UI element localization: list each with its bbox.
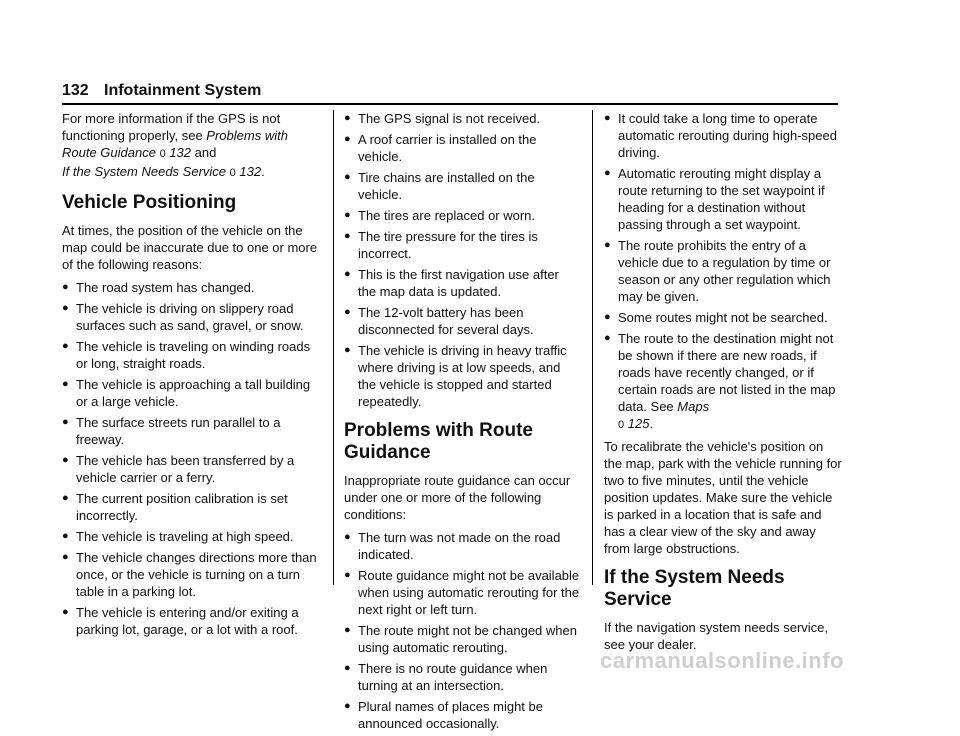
page-header <box>62 82 838 104</box>
list-item-text: Tire chains are installed on the vehicle. <box>358 170 535 202</box>
page-number: 132 <box>62 82 89 99</box>
list-item-text: The route prohibits the entry of a vehicle due to a regulation by time or season or any other regulation which may be given. <box>618 238 831 304</box>
list-item <box>344 660 580 694</box>
heading-system-needs-service: If the System Needs Service <box>604 567 785 610</box>
bullet-icon: ● <box>344 569 351 581</box>
section-title: Infotainment System <box>104 82 262 99</box>
list-item <box>62 300 324 334</box>
list-item-text: Plural names of places might be announced occasionally. <box>358 699 543 731</box>
list-item-text: The vehicle has been transferred by a vehicle carrier or a ferry. <box>76 453 295 485</box>
watermark: carmanualsonline.info <box>600 648 844 673</box>
route-guidance-list <box>344 529 580 732</box>
list-item <box>344 266 580 300</box>
bullet-icon: ● <box>62 416 69 428</box>
route-guidance-paragraph: Inappropriate route guidance can occur under one or more of the following conditions: <box>344 473 571 522</box>
list-item <box>604 237 844 305</box>
list-item-text: The 12-volt battery has been disconnected for several days. <box>358 305 534 337</box>
list-item <box>344 110 580 127</box>
column-1 <box>62 110 324 642</box>
column-2 <box>344 110 580 736</box>
list-item-text: The vehicle is approaching a tall building or a large vehicle. <box>76 377 311 409</box>
list-item-text: There is no route guidance when turning at an intersection. <box>358 661 548 693</box>
list-item-text: Some routes might not be searched. <box>618 310 828 325</box>
list-item <box>344 622 580 656</box>
bullet-icon: ● <box>344 230 351 242</box>
page-ref-arrow-icon: 0 <box>618 419 625 431</box>
list-item <box>604 309 844 326</box>
list-item <box>344 567 580 618</box>
list-item <box>62 376 324 410</box>
page-ref-arrow-icon: 0 <box>159 148 166 160</box>
bullet-icon: ● <box>344 531 351 543</box>
list-item <box>62 279 324 296</box>
bullet-icon: ● <box>344 209 351 221</box>
list-item <box>604 165 844 233</box>
route-guidance-list-continued <box>604 110 844 434</box>
bullet-icon: ● <box>62 302 69 314</box>
link-maps[interactable]: Maps <box>677 399 710 414</box>
bullet-icon: ● <box>604 112 611 124</box>
bullet-icon: ● <box>604 239 611 251</box>
bullet-icon: ● <box>344 268 351 280</box>
list-item <box>62 549 324 600</box>
bullet-icon: ● <box>62 530 69 542</box>
list-item-end: . <box>649 416 654 431</box>
list-item-text: The route to the destination might not be shown if there are new roads, if roads have recently changed, or if certain roads are not listed in the map data. See <box>618 331 836 414</box>
list-item <box>62 528 324 545</box>
header-rule <box>62 103 838 105</box>
bullet-icon: ● <box>344 344 351 356</box>
list-item-text: The vehicle is traveling at high speed. <box>76 529 294 544</box>
column-divider-2 <box>592 110 593 585</box>
list-item <box>344 304 580 338</box>
list-item-text: The route might not be changed when using automatic rerouting. <box>358 623 577 655</box>
page-ref[interactable]: 125 <box>627 416 650 431</box>
bullet-icon: ● <box>62 454 69 466</box>
list-item <box>344 529 580 563</box>
list-item-text: The vehicle is entering and/or exiting a parking lot, garage, or a lot with a roof. <box>76 605 299 637</box>
list-item <box>604 110 844 161</box>
list-item-text: The vehicle is traveling on winding roads or long, straight roads. <box>76 339 311 371</box>
list-item-text: The road system has changed. <box>76 280 255 295</box>
bullet-icon: ● <box>62 340 69 352</box>
list-item <box>344 342 580 410</box>
list-item-text: The tires are replaced or worn. <box>358 208 536 223</box>
list-item-text: Route guidance might not be available when using automatic rerouting for the next right or left turn. <box>358 568 580 617</box>
list-item <box>62 490 324 524</box>
list-item <box>344 169 580 203</box>
list-item-text: The GPS signal is not received. <box>358 111 541 126</box>
bullet-icon: ● <box>604 332 611 344</box>
link-system-needs-service[interactable]: If the System Needs Service <box>62 164 227 179</box>
list-item <box>344 228 580 262</box>
intro-paragraph <box>62 110 324 182</box>
vehicle-positioning-list <box>62 279 324 638</box>
bullet-icon: ● <box>344 133 351 145</box>
bullet-icon: ● <box>62 606 69 618</box>
bullet-icon: ● <box>344 662 351 674</box>
link-problems-route-guidance[interactable]: Problems with Route Guidance <box>62 128 288 160</box>
column-divider-1 <box>333 110 334 585</box>
bullet-icon: ● <box>62 378 69 390</box>
list-item-text: The vehicle changes directions more than once, or the vehicle is turning on a turn table in a parking lot. <box>76 550 317 599</box>
list-item-text: It could take a long time to operate automatic rerouting during high-speed driving. <box>618 111 837 160</box>
page-ref[interactable]: 132 <box>169 145 192 160</box>
list-item-text: The surface streets run parallel to a freeway. <box>76 415 281 447</box>
heading-problems-route-guidance: Problems with Route Guidance <box>344 420 533 463</box>
bullet-icon: ● <box>62 551 69 563</box>
list-item <box>344 131 580 165</box>
bullet-icon: ● <box>344 171 351 183</box>
list-item-text: The turn was not made on the road indicated. <box>358 530 561 562</box>
bullet-icon: ● <box>604 167 611 179</box>
page-ref[interactable]: 132 <box>239 164 262 179</box>
intro-and: and <box>191 145 217 160</box>
list-item-text: The vehicle is driving on slippery road surfaces such as sand, gravel, or snow. <box>76 301 304 333</box>
vehicle-positioning-list-continued <box>344 110 580 410</box>
list-item <box>344 698 580 732</box>
list-item-text: A roof carrier is installed on the vehicle. <box>358 132 537 164</box>
list-item <box>62 604 324 638</box>
list-item <box>604 330 844 434</box>
bullet-icon: ● <box>344 112 351 124</box>
page-ref-arrow-icon: 0 <box>229 167 236 179</box>
list-item <box>62 414 324 448</box>
list-item <box>344 207 580 224</box>
service-paragraph: If the navigation system needs service, see your dealer. <box>604 620 829 652</box>
list-item <box>62 338 324 372</box>
list-item-text: The vehicle is driving in heavy traffic where driving is at low speeds, and the vehicle is stopped and started repeatedly. <box>358 343 567 409</box>
vehicle-positioning-paragraph: At times, the position of the vehicle on the map could be inaccurate due to one or more of the following reasons: <box>62 223 318 272</box>
bullet-icon: ● <box>344 624 351 636</box>
intro-end: . <box>261 164 265 179</box>
list-item-text: This is the first navigation use after the map data is updated. <box>358 267 559 299</box>
bullet-icon: ● <box>344 306 351 318</box>
list-item-text: Automatic rerouting might display a route returning to the set waypoint if heading for a destination without passing through a set waypoint. <box>618 166 825 232</box>
bullet-icon: ● <box>62 492 69 504</box>
list-item <box>62 452 324 486</box>
heading-vehicle-positioning: Vehicle Positioning <box>62 192 237 213</box>
bullet-icon: ● <box>62 281 69 293</box>
bullet-icon: ● <box>604 311 611 323</box>
column-3 <box>604 110 844 659</box>
bullet-icon: ● <box>344 700 351 712</box>
recalibrate-paragraph: To recalibrate the vehicle's position on the map, park with the vehicle running for two to five minutes, until the vehicle position updates. Make sure the vehicle is parked in a location that is safe and has a clear view of the sky and away from large obstructions. <box>604 439 842 556</box>
list-item-text: The tire pressure for the tires is incorrect. <box>358 229 538 261</box>
list-item-text: The current position calibration is set incorrectly. <box>76 491 288 523</box>
intro-text: For more information if the GPS is not functioning properly, see <box>62 111 281 143</box>
